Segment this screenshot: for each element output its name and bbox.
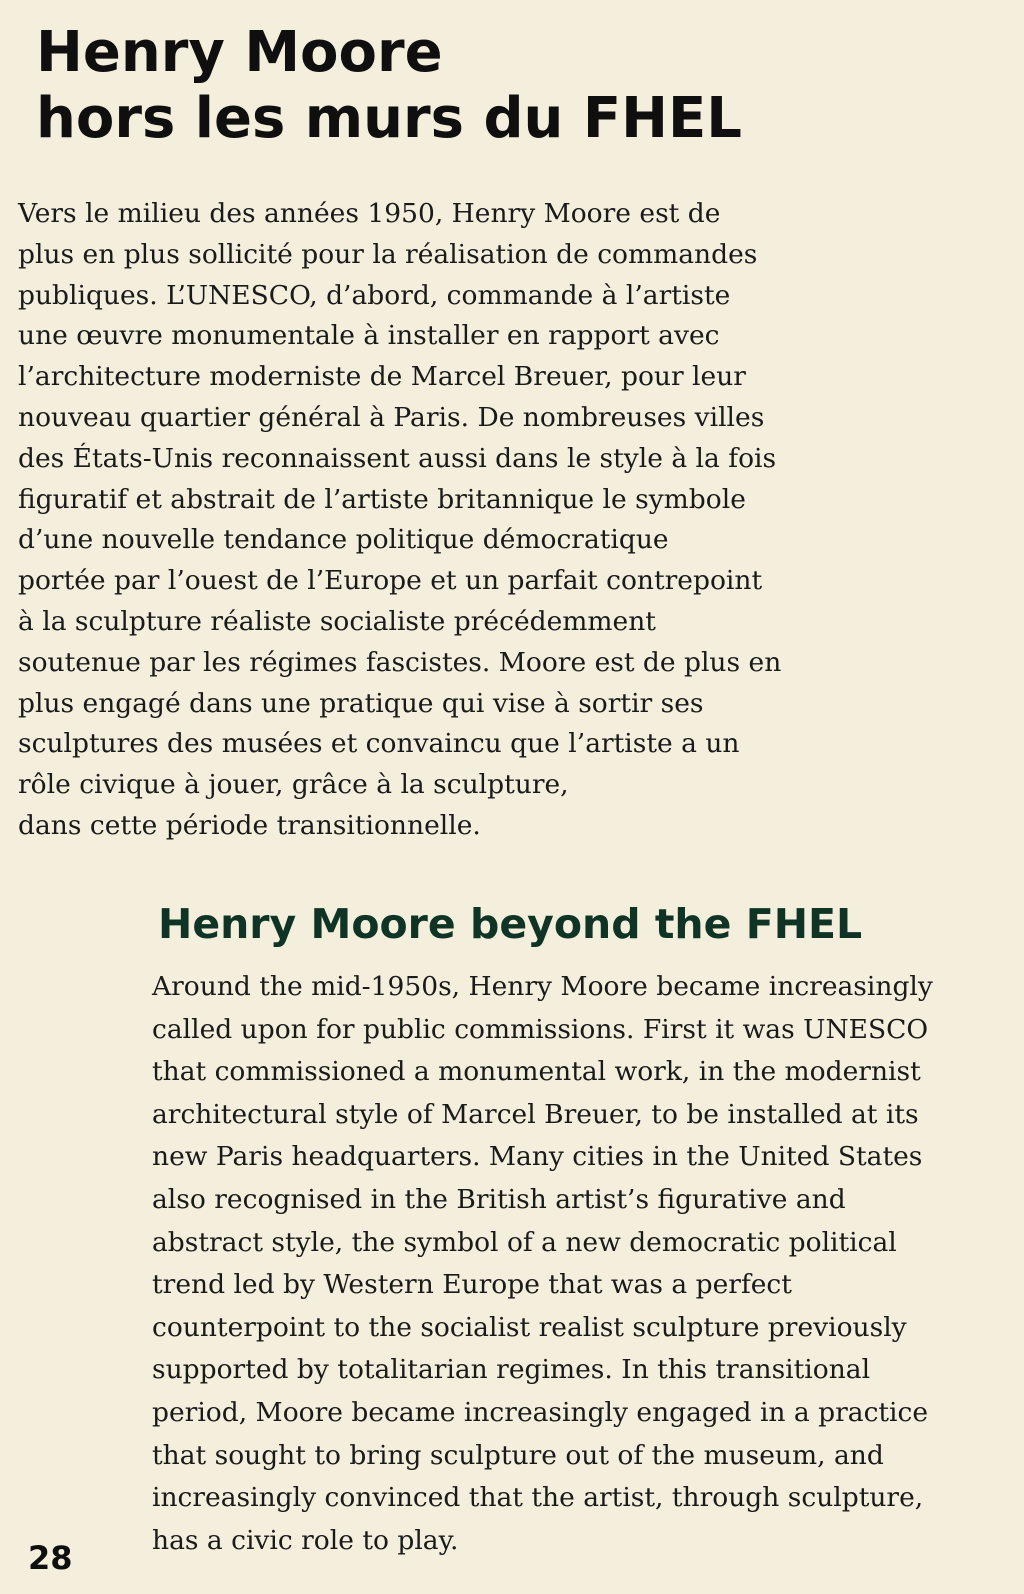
french-body-line: nouveau quartier général à Paris. De nombreuses villes	[18, 401, 765, 433]
french-body-line: des États-Unis reconnaissent aussi dans le style à la fois	[18, 442, 777, 474]
english-body-line: increasingly convinced that the artist, through sculpture,	[152, 1482, 924, 1514]
french-body-line: à la sculpture réaliste socialiste précédemment	[18, 605, 656, 637]
page-number: 28	[28, 1539, 73, 1577]
english-body-line: has a civic role to play.	[152, 1524, 459, 1556]
french-body-line: publiques. L’UNESCO, d’abord, commande à l’artiste	[18, 279, 731, 311]
french-body-line: dans cette période transitionnelle.	[18, 809, 481, 841]
english-body-line: architectural style of Marcel Breuer, to be installed at its	[152, 1098, 919, 1130]
french-body-line: soutenue par les régimes fascistes. Moore est de plus en	[18, 646, 782, 678]
french-body-line: plus en plus sollicité pour la réalisation de commandes	[18, 238, 758, 270]
french-title-line: Henry Moore	[36, 20, 443, 85]
french-body-line: Vers le milieu des années 1950, Henry Moore est de	[18, 198, 721, 229]
french-body-line: portée par l’ouest de l’Europe et un parfait contrepoint	[18, 565, 763, 597]
english-body-line: that commissioned a monumental work, in the modernist	[152, 1056, 921, 1088]
english-title: Henry Moore beyond the FHEL	[158, 900, 863, 948]
english-body-line: counterpoint to the socialist realist sculpture previously	[152, 1311, 907, 1343]
french-body-line: d’une nouvelle tendance politique démocratique	[18, 524, 669, 556]
english-body-line: period, Moore became increasingly engaged in a practice	[152, 1396, 929, 1428]
french-body-line: plus engagé dans une pratique qui vise à sortir ses	[18, 687, 704, 719]
french-body-text	[18, 194, 818, 847]
english-body-line: trend led by Western Europe that was a perfect	[152, 1269, 792, 1301]
english-body-line: abstract style, the symbol of a new democratic political	[152, 1226, 897, 1258]
french-title-line: hors les murs du FHEL	[36, 86, 742, 151]
english-body-line: Around the mid-1950s, Henry Moore became increasingly	[152, 971, 933, 1002]
french-title	[36, 20, 742, 152]
french-body-line: sculptures des musées et convaincu que l’artiste a un	[18, 728, 740, 760]
french-body-line: l’architecture moderniste de Marcel Breuer, pour leur	[18, 361, 746, 393]
english-body-line: supported by totalitarian regimes. In this transitional	[152, 1354, 871, 1386]
english-body-line: new Paris headquarters. Many cities in the United States	[152, 1141, 923, 1173]
english-body-line: that sought to bring sculpture out of the museum, and	[152, 1439, 884, 1471]
english-body-line: also recognised in the British artist’s figurative and	[152, 1183, 846, 1215]
french-body-line: rôle civique à jouer, grâce à la sculpture,	[18, 769, 569, 801]
english-body-line: called upon for public commissions. First it was UNESCO	[152, 1013, 929, 1045]
english-body-text	[152, 966, 1012, 1562]
french-body-line: figuratif et abstrait de l’artiste britannique le symbole	[18, 483, 746, 515]
french-body-line: une œuvre monumentale à installer en rapport avec	[18, 320, 720, 352]
